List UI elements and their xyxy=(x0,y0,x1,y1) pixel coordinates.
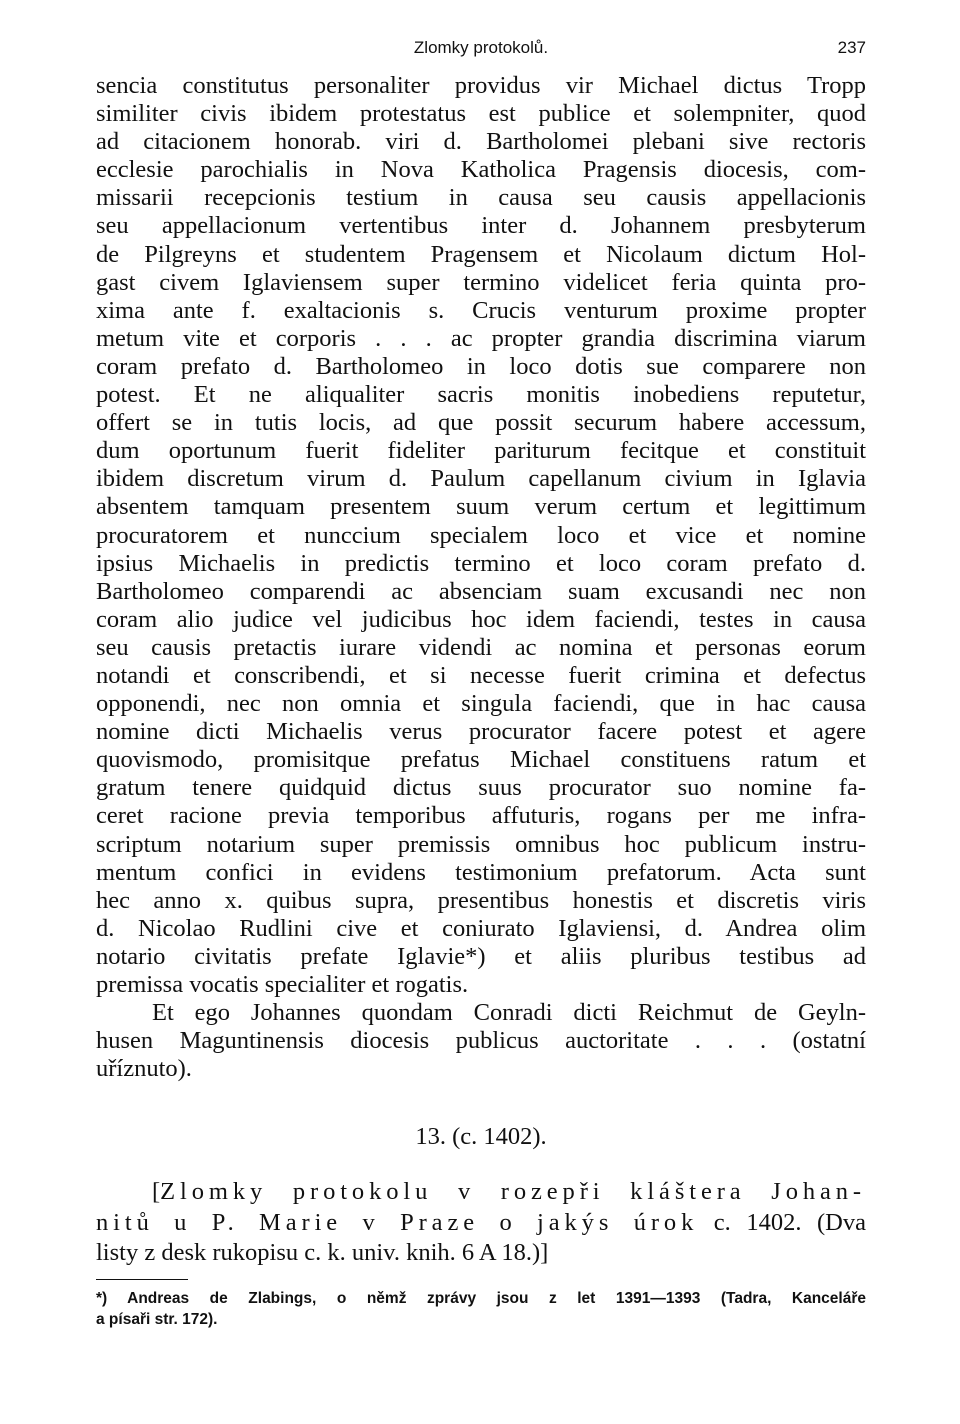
body-line: notario civitatis prefate Iglavie*) et aliis pluribus testibus ad xyxy=(96,942,866,970)
body-line: d. Nicolao Rudlini cive et coniurato Iglaviensi, d. Andrea olim xyxy=(96,914,866,942)
body-line: uříznuto). xyxy=(96,1055,192,1083)
body-line: husen Maguntinensis diocesis publicus auctoritate . . . (ostatní xyxy=(96,1027,866,1055)
editorial-note xyxy=(96,1177,866,1269)
spaced-title-part: nitů u P. Marie v Praze o jakýs úrok xyxy=(96,1208,699,1236)
body-line: scriptum notarium super premissis omnibus hoc publicum instru- xyxy=(96,830,866,858)
body-line: procuratorem et nunccium specialem loco et vice et nomine xyxy=(96,521,866,549)
body-line: premissa vocatis specialiter et rogatis. xyxy=(96,971,469,998)
body-line: ad citacionem honorab. viri d. Bartholomei plebani sive rectoris xyxy=(96,128,866,156)
footnote-line: a písaři str. 172). xyxy=(96,1310,218,1328)
body-line: metum vite et corporis . . . ac propter grandia discrimina viarum xyxy=(96,324,866,352)
body-line: coram prefato d. Bartholomeo in loco dotis sue comparere non xyxy=(96,352,866,380)
body-line: ibidem discretum virum d. Paulum capellanum civium in Iglavia xyxy=(96,465,866,493)
footnote-line: *) Andreas de Zlabings, o němž zprávy jsou z let 1391—1393 (Tadra, Kanceláře xyxy=(96,1289,866,1307)
body-line: Et ego Johannes quondam Conradi dicti Reichmut de Geyln- xyxy=(152,999,866,1027)
footnote xyxy=(96,1288,866,1330)
document-page xyxy=(96,38,866,1330)
closing-paragraph xyxy=(96,999,866,1083)
body-line: gratum tenere quidquid dictus suus procurator suo nomine fa- xyxy=(96,774,866,802)
bracket-open: [ xyxy=(152,1178,161,1206)
section-heading: 13. (c. 1402). xyxy=(415,1123,547,1151)
body-line: seu appellacionum vertentibus inter d. Johannem presbyterum xyxy=(96,212,866,240)
body-line: missarii recepcionis testium in causa seu causis appellacionis xyxy=(96,184,866,212)
body-line: sencia constitutus personaliter providus vir Michael dictus Tropp xyxy=(96,72,866,99)
spaced-title-part: Zlomky protokolu v rozepři kláštera Johan- xyxy=(160,1178,866,1206)
editorial-text: c. 1402. (Dva xyxy=(698,1208,866,1236)
footnote-divider xyxy=(96,1279,188,1280)
editorial-line xyxy=(96,1208,866,1239)
body-line: gast civem Iglaviensem super termino videlicet feria quinta pro- xyxy=(96,268,866,296)
body-line: seu causis pretactis iurare videndi ac nomina et personas eorum xyxy=(96,633,866,661)
running-header xyxy=(96,38,866,72)
page-number: 237 xyxy=(837,38,866,57)
body-line: opponendi, nec non omnia et singula faciendi, que in hac causa xyxy=(96,690,866,718)
body-line: hec anno x. quibus supra, presentibus honestis et discretis viris xyxy=(96,886,866,914)
body-line: notandi et conscribendi, et si necesse fuerit crimina et defectus xyxy=(96,661,866,689)
body-line: similiter civis ibidem protestatus est publice et solempniter, quod xyxy=(96,100,866,128)
body-line: de Pilgreyns et studentem Pragensem et Nicolaum dictum Hol- xyxy=(96,240,866,268)
body-line: ecclesie parochialis in Nova Katholica Pragensis diocesis, com- xyxy=(96,156,866,184)
body-line: dum oportunum fuerit fideliter pariturum fecitque et constituit xyxy=(96,437,866,465)
main-paragraph xyxy=(96,72,866,999)
body-line: absentem tamquam presentem suum verum certum et legittimum xyxy=(96,493,866,521)
body-line: ipsius Michaelis in predictis termino et loco coram prefato d. xyxy=(96,549,866,577)
body-line: xima ante f. exaltacionis s. Crucis venturum proxime propter xyxy=(96,296,866,324)
editorial-line xyxy=(96,1177,866,1208)
editorial-line: listy z desk rukopisu c. k. univ. knih. 6 A 18.)] xyxy=(96,1239,549,1267)
body-line: quovismodo, promisitque prefatus Michael constituens ratum et xyxy=(96,746,866,774)
body-line: ceret racione previa temporibus affuturis, rogans per me infra- xyxy=(96,802,866,830)
body-line: Bartholomeo comparendi ac absenciam suam excusandi nec non xyxy=(96,577,866,605)
running-title: Zlomky protokolů. xyxy=(413,38,549,57)
body-line: nomine dicti Michaelis verus procurator facere potest et agere xyxy=(96,718,866,746)
body-line: offert se in tutis locis, ad que possit securum habere accessum, xyxy=(96,409,866,437)
body-line: mentum confici in evidens testimonium prefatorum. Acta sunt xyxy=(96,858,866,886)
body-line: coram alio judice vel judicibus hoc idem faciendi, testes in causa xyxy=(96,605,866,633)
body-line: potest. Et ne aliqualiter sacris monitis inobediens reputetur, xyxy=(96,381,866,409)
